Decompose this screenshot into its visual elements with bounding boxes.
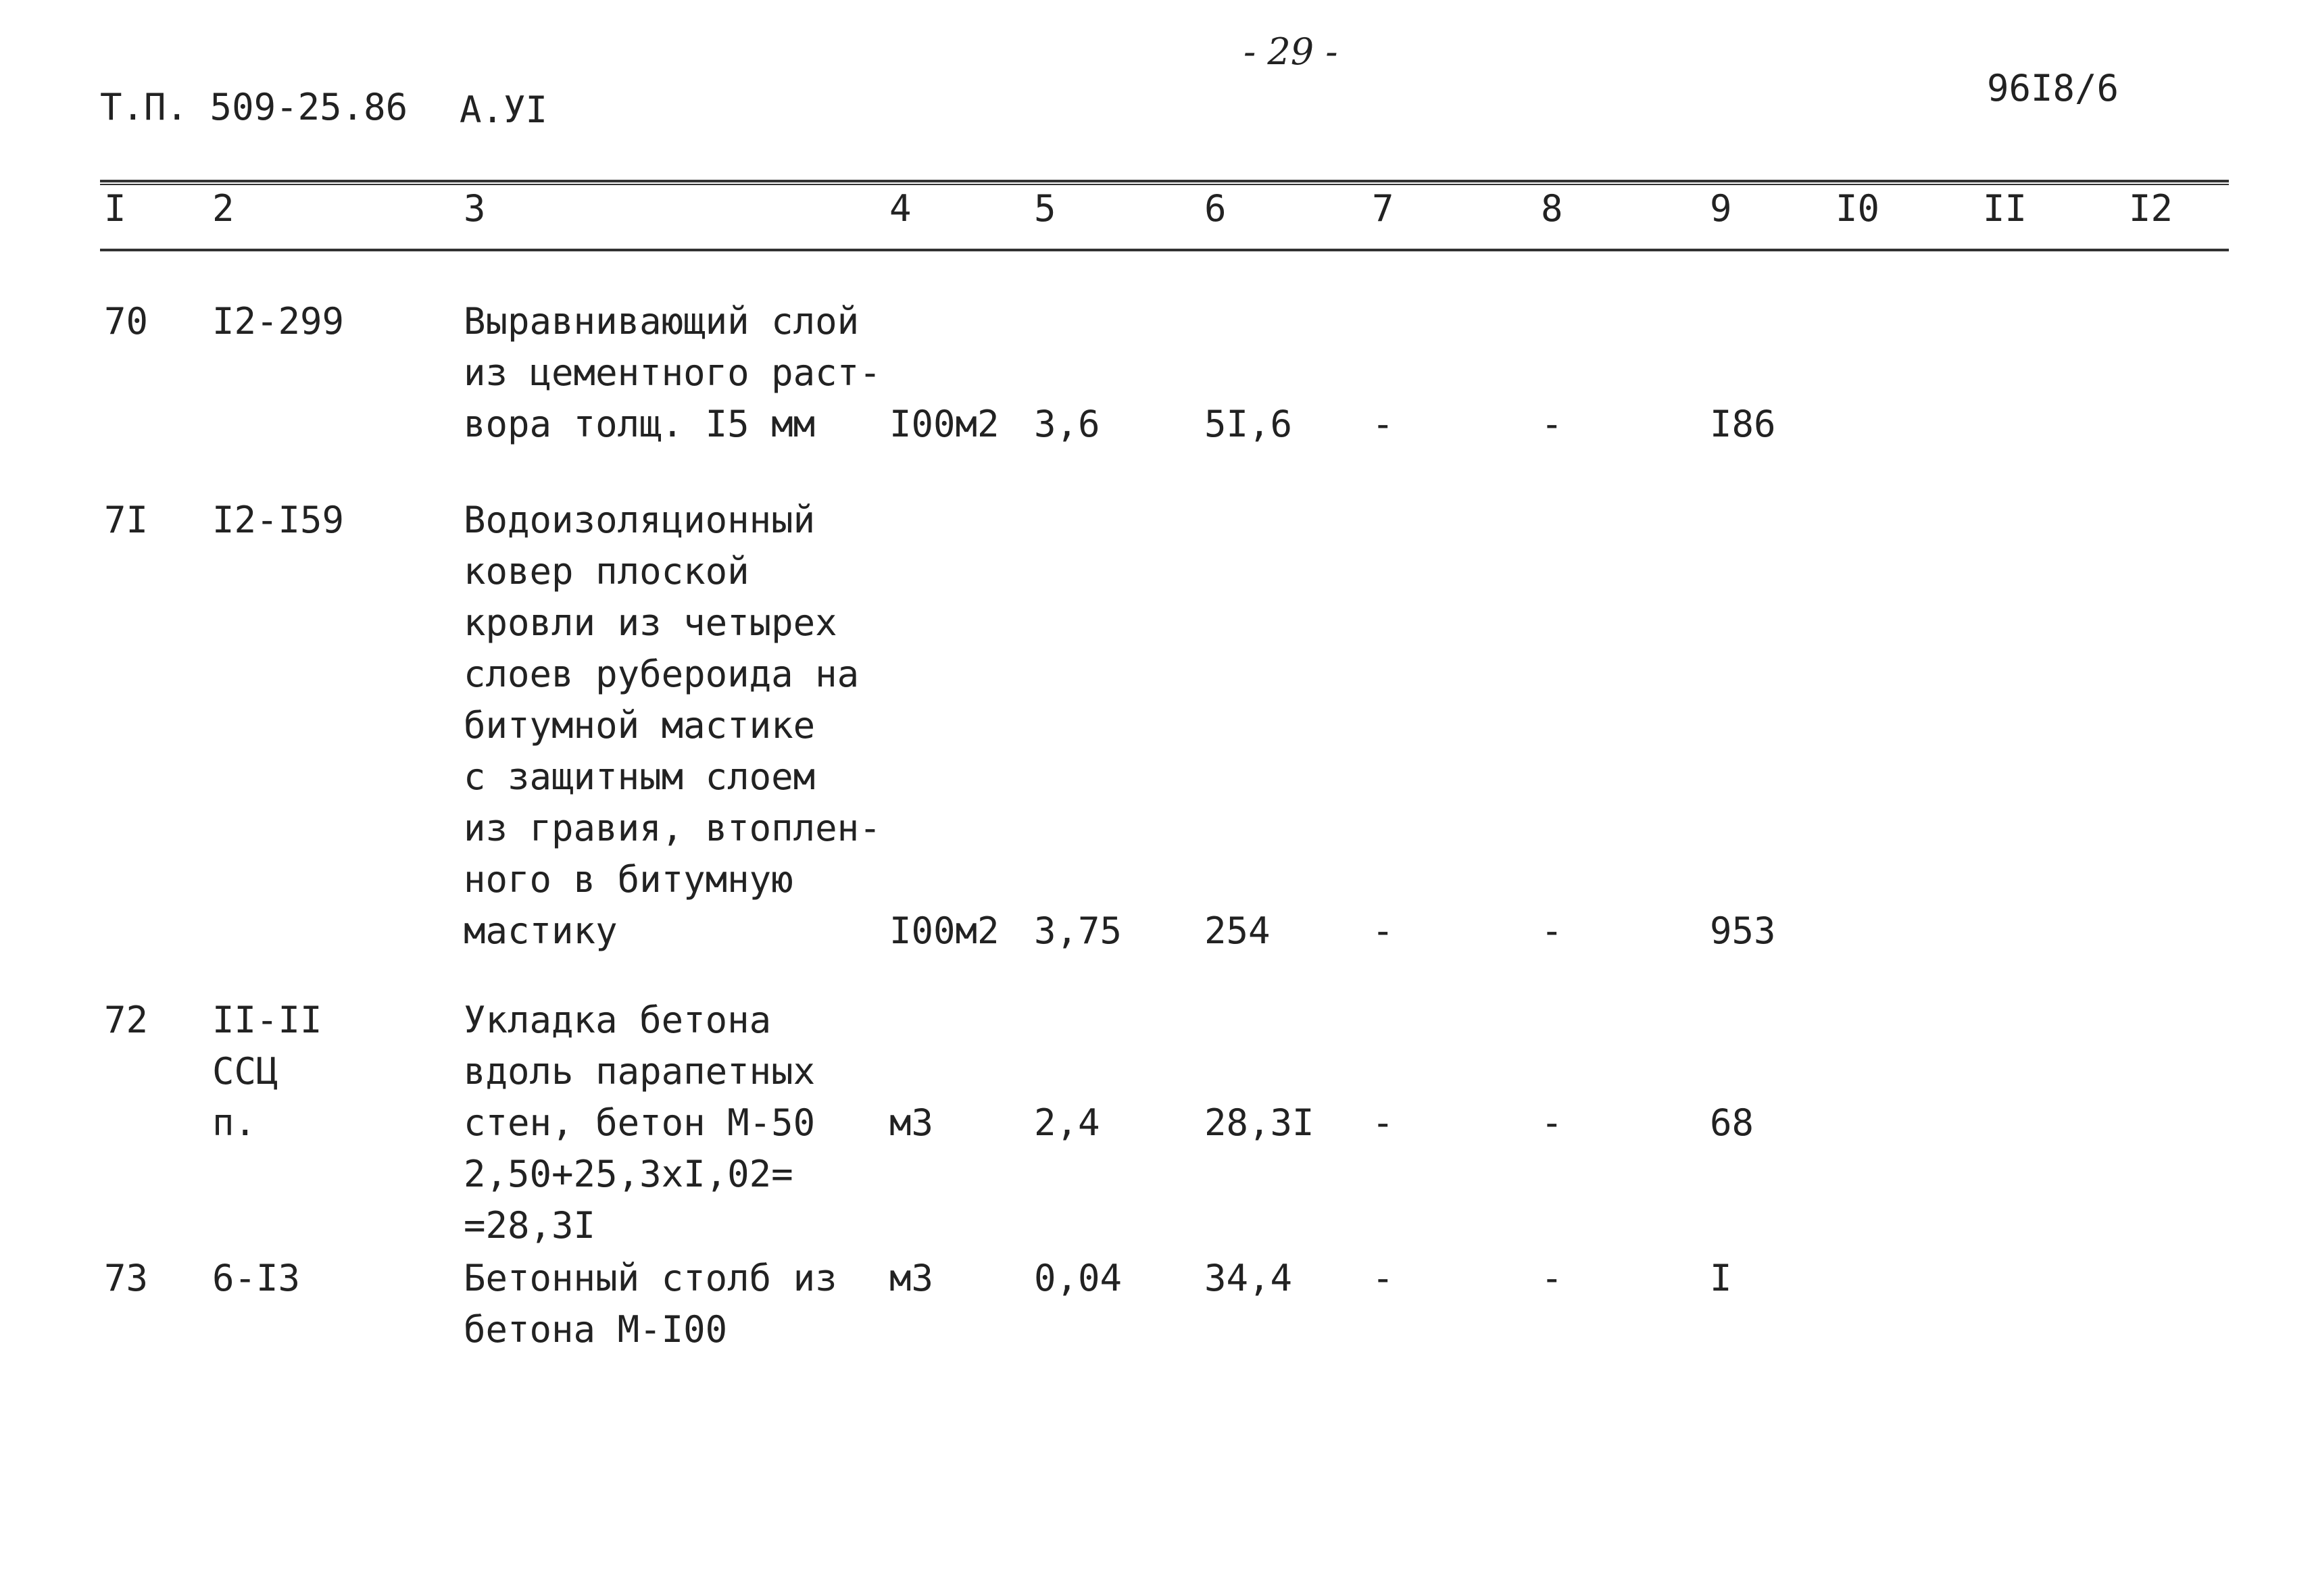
work-description-line: из цементного раст- — [464, 351, 881, 394]
work-description-line: Бетонный столб из — [464, 1257, 837, 1299]
column-number-10: I0 — [1836, 187, 1880, 230]
work-description-line: ковер плоской — [464, 550, 749, 593]
sheet-designation: А.УI — [460, 89, 548, 131]
column-8-value: - — [1541, 1101, 1563, 1144]
column-number-9: 9 — [1710, 187, 1732, 230]
column-7-value: - — [1372, 909, 1394, 952]
column-7-value: - — [1372, 1257, 1394, 1299]
unit-price: 5I,6 — [1204, 403, 1293, 445]
norm-code: I2-299 — [212, 300, 345, 343]
work-description-line: Водоизоляционный — [464, 499, 816, 541]
row-number: 70 — [104, 300, 149, 343]
column-number-rule — [100, 249, 2229, 251]
column-9-value: I86 — [1710, 403, 1776, 445]
column-number-8: 8 — [1541, 187, 1563, 230]
unit-price: 254 — [1204, 909, 1271, 952]
unit: м3 — [889, 1101, 934, 1144]
table-top-rule — [100, 180, 2229, 182]
norm-code: II-II — [212, 999, 322, 1041]
work-description-line: бетона М-I00 — [464, 1308, 728, 1351]
unit-price: 34,4 — [1204, 1257, 1293, 1299]
page-number: - 29 - — [1244, 30, 1338, 73]
work-description-line: слоев рубероида на — [464, 653, 860, 695]
column-9-value: 953 — [1710, 909, 1776, 952]
column-8-value: - — [1541, 909, 1563, 952]
work-description-line: с защитным слоем — [464, 755, 816, 798]
work-description-line: вора толщ. I5 мм — [464, 403, 816, 445]
norm-code: 6-I3 — [212, 1257, 301, 1299]
archive-number: 96I8/6 — [1987, 67, 2119, 109]
column-number-12: I2 — [2129, 187, 2173, 230]
column-number-6: 6 — [1204, 187, 1227, 230]
work-description-line: битумной мастике — [464, 704, 816, 747]
norm-code: п. — [212, 1101, 257, 1144]
norm-code: ССЦ — [212, 1050, 278, 1093]
column-number-2: 2 — [212, 187, 235, 230]
table-top-rule-thin — [100, 184, 2229, 185]
column-number-row — [0, 187, 2314, 238]
work-description-line: кровли из четырех — [464, 601, 837, 644]
row-number: 72 — [104, 999, 149, 1041]
quantity: 3,75 — [1034, 909, 1123, 952]
unit: м3 — [889, 1257, 934, 1299]
column-8-value: - — [1541, 1257, 1563, 1299]
column-7-value: - — [1372, 1101, 1394, 1144]
work-description-line: вдоль парапетных — [464, 1050, 816, 1093]
norm-code: I2-I59 — [212, 499, 345, 541]
work-description-line: стен, бетон М-50 — [464, 1101, 816, 1144]
column-9-value: I — [1710, 1257, 1732, 1299]
column-number-5: 5 — [1034, 187, 1056, 230]
work-description-line: мастику — [464, 909, 618, 952]
column-number-1: I — [104, 187, 126, 230]
column-9-value: 68 — [1710, 1101, 1754, 1144]
work-description-line: Укладка бетона — [464, 999, 772, 1041]
column-8-value: - — [1541, 403, 1563, 445]
column-7-value: - — [1372, 403, 1394, 445]
unit-price: 28,3I — [1204, 1101, 1314, 1144]
quantity: 0,04 — [1034, 1257, 1123, 1299]
unit: I00м2 — [889, 909, 1000, 952]
quantity: 2,4 — [1034, 1101, 1100, 1144]
document-id: Т.П. 509-25.86 — [100, 86, 408, 128]
work-description-line: Выравнивающий слой — [464, 300, 860, 343]
work-description-line: =28,3I — [464, 1204, 596, 1247]
row-number: 7I — [104, 499, 149, 541]
row-number: 73 — [104, 1257, 149, 1299]
column-number-3: 3 — [464, 187, 486, 230]
column-number-11: II — [1983, 187, 2027, 230]
unit: I00м2 — [889, 403, 1000, 445]
column-number-7: 7 — [1372, 187, 1394, 230]
work-description-line: из гравия, втоплен- — [464, 807, 881, 849]
quantity: 3,6 — [1034, 403, 1100, 445]
column-number-4: 4 — [889, 187, 912, 230]
work-description-line: ного в битумную — [464, 858, 793, 901]
work-description-line: 2,50+25,3хI,02= — [464, 1153, 793, 1195]
